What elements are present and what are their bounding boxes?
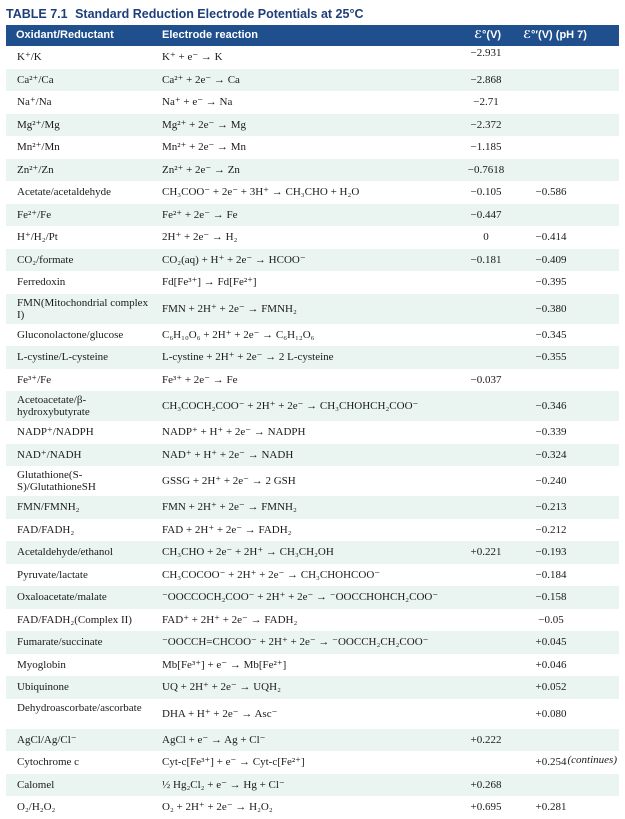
cell-oxidant-reductant: CO₂/formate bbox=[17, 253, 74, 266]
cell-oxidant-reductant: L-cystine/L-cysteine bbox=[17, 351, 109, 363]
cell-e0-ph7: −0.193 bbox=[535, 546, 567, 558]
cell-electrode-reaction: ⁻OOCCOCH₂COO⁻ + 2H⁺ + 2e⁻ → ⁻OOCCHOHCH₂COO⁻ bbox=[162, 591, 439, 603]
cell-oxidant-reductant: FMN(Mitochondrial complex I) bbox=[17, 296, 149, 321]
cell-electrode-reaction: FMN + 2H⁺ + 2e⁻ → FMNH₂ bbox=[162, 501, 297, 513]
cell-electrode-reaction: GSSG + 2H⁺ + 2e⁻ → 2 GSH bbox=[162, 475, 296, 487]
cell-oxidant-reductant: FAD/FADH₂ bbox=[17, 523, 75, 536]
cell-oxidant-reductant: Calomel bbox=[17, 778, 55, 791]
cell-e0: 0 bbox=[483, 231, 489, 243]
table-row bbox=[6, 444, 619, 467]
table-header bbox=[6, 25, 619, 46]
cell-e0: −0.181 bbox=[470, 253, 502, 266]
cell-oxidant-reductant: Ferredoxin bbox=[17, 276, 66, 288]
cell-oxidant-reductant: Cytochrome c bbox=[17, 756, 80, 768]
cell-oxidant-reductant: Acetate/acetaldehyde bbox=[17, 186, 112, 198]
table-row bbox=[6, 136, 619, 159]
table-row bbox=[6, 391, 619, 421]
cell-e0: −2.71 bbox=[473, 96, 499, 108]
cell-e0: −0.105 bbox=[470, 186, 502, 198]
table-row bbox=[6, 796, 619, 819]
cell-electrode-reaction: NADP⁺ + H⁺ + 2e⁻ → NADPH bbox=[162, 426, 306, 438]
cell-e0-ph7: −0.586 bbox=[535, 186, 567, 198]
cell-e0-ph7: −0.05 bbox=[538, 613, 564, 626]
cell-e0-ph7: −0.324 bbox=[535, 448, 567, 461]
cell-e0-ph7: −0.414 bbox=[535, 231, 567, 243]
table-row bbox=[6, 519, 619, 542]
cell-electrode-reaction: Ca²⁺ + 2e⁻ → Ca bbox=[162, 73, 240, 86]
cell-electrode-reaction: DHA + H⁺ + 2e⁻ → Asc⁻ bbox=[162, 707, 278, 720]
cell-oxidant-reductant: NAD⁺/NADH bbox=[17, 448, 82, 461]
table-row bbox=[6, 204, 619, 227]
cell-electrode-reaction: C₆H₁₀O₆ + 2H⁺ + 2e⁻ → C₆H₁₂O₆ bbox=[162, 328, 315, 341]
cell-electrode-reaction: Mn²⁺ + 2e⁻ → Mn bbox=[162, 141, 247, 153]
cell-oxidant-reductant: FAD/FADH₂(Complex II) bbox=[17, 613, 132, 626]
cell-e0: −2.868 bbox=[470, 73, 502, 86]
table-number: TABLE 7.1 bbox=[6, 7, 68, 21]
table-row bbox=[6, 729, 619, 752]
table-row bbox=[6, 69, 619, 92]
cell-electrode-reaction: ½ Hg₂Cl₂ + e⁻ → Hg + Cl⁻ bbox=[162, 778, 285, 791]
continues-note: (continues) bbox=[567, 754, 617, 766]
cell-e0: −0.447 bbox=[470, 208, 502, 221]
cell-electrode-reaction: Cyt-c[Fe³⁺] + e⁻ → Cyt-c[Fe²⁺] bbox=[162, 756, 305, 768]
cell-electrode-reaction: ⁻OOCCH=CHCOO⁻ + 2H⁺ + 2e⁻ → ⁻OOCCH₂CH₂COO⁻ bbox=[162, 636, 429, 648]
cell-oxidant-reductant: Mg²⁺/Mg bbox=[17, 118, 60, 131]
table-row bbox=[6, 346, 619, 369]
header-oxidant-reductant: Oxidant/Reductant bbox=[16, 29, 114, 41]
cell-oxidant-reductant: Ca²⁺/Ca bbox=[17, 73, 54, 86]
table-row bbox=[6, 586, 619, 609]
cell-oxidant-reductant: Pyruvate/lactate bbox=[17, 568, 88, 581]
cell-oxidant-reductant: Acetoacetate/β-hydroxybutyrate bbox=[17, 394, 90, 418]
cell-electrode-reaction: CH₃CHO + 2e⁻ + 2H⁺ → CH₃CH₂OH bbox=[162, 546, 334, 558]
table-row bbox=[6, 46, 619, 69]
cell-electrode-reaction: FAD + 2H⁺ + 2e⁻ → FADH₂ bbox=[162, 523, 292, 536]
cell-oxidant-reductant: H⁺/H₂/Pt bbox=[17, 231, 58, 243]
table-row bbox=[6, 114, 619, 137]
table-body bbox=[6, 46, 619, 819]
cell-e0: +0.221 bbox=[470, 546, 502, 558]
table-row bbox=[6, 751, 619, 774]
header-e0-ph7: ℰ°′(V) (pH 7) bbox=[523, 29, 587, 41]
cell-oxidant-reductant: K⁺/K bbox=[17, 51, 42, 63]
table-row bbox=[6, 631, 619, 654]
cell-oxidant-reductant: O₂/H₂O₂ bbox=[17, 801, 56, 813]
cell-electrode-reaction: FAD⁺ + 2H⁺ + 2e⁻ → FADH₂ bbox=[162, 613, 298, 626]
table-title-text: Standard Reduction Electrode Potentials at 25°C bbox=[75, 7, 364, 21]
cell-oxidant-reductant: Fe³⁺/Fe bbox=[17, 373, 52, 386]
cell-oxidant-reductant: Na⁺/Na bbox=[17, 96, 52, 108]
cell-electrode-reaction: Mg²⁺ + 2e⁻ → Mg bbox=[162, 118, 247, 131]
cell-e0-ph7: +0.254 bbox=[535, 756, 567, 768]
table-row bbox=[6, 324, 619, 347]
table-row bbox=[6, 271, 619, 294]
cell-oxidant-reductant: Dehydroascorbate/ascorbate bbox=[17, 701, 142, 714]
cell-electrode-reaction: CH₃COCOO⁻ + 2H⁺ + 2e⁻ → CH₃CHOHCOO⁻ bbox=[162, 568, 381, 581]
table-row bbox=[6, 541, 619, 564]
cell-electrode-reaction: FMN + 2H⁺ + 2e⁻ → FMNH₂ bbox=[162, 302, 297, 315]
cell-electrode-reaction: Na⁺ + e⁻ → Na bbox=[162, 96, 233, 108]
cell-electrode-reaction: 2H⁺ + 2e⁻ → H₂ bbox=[162, 231, 238, 243]
cell-e0-ph7: −0.346 bbox=[535, 400, 567, 412]
cell-e0-ph7: −0.395 bbox=[535, 276, 567, 288]
cell-electrode-reaction: Fe²⁺ + 2e⁻ → Fe bbox=[162, 208, 238, 221]
cell-oxidant-reductant: Glutathione(S-S)/GlutathioneSH bbox=[17, 469, 96, 493]
cell-oxidant-reductant: Myoglobin bbox=[17, 658, 66, 671]
cell-e0-ph7: −0.355 bbox=[535, 351, 567, 363]
cell-oxidant-reductant: FMN/FMNH₂ bbox=[17, 501, 80, 513]
table-row bbox=[6, 294, 619, 324]
table-row bbox=[6, 369, 619, 392]
table-title bbox=[6, 4, 363, 24]
cell-oxidant-reductant: Mn²⁺/Mn bbox=[17, 141, 60, 153]
cell-electrode-reaction: L-cystine + 2H⁺ + 2e⁻ → 2 L-cysteine bbox=[162, 351, 334, 363]
cell-electrode-reaction: UQ + 2H⁺ + 2e⁻ → UQH₂ bbox=[162, 681, 281, 693]
cell-oxidant-reductant: Acetaldehyde/ethanol bbox=[17, 546, 113, 558]
table-row bbox=[6, 699, 619, 729]
cell-electrode-reaction: CO₂(aq) + H⁺ + 2e⁻ → HCOO⁻ bbox=[162, 253, 306, 266]
cell-electrode-reaction: CH₃COO⁻ + 2e⁻ + 3H⁺ → CH₃CHO + H₂O bbox=[162, 186, 360, 198]
cell-oxidant-reductant: AgCl/Ag/Cl⁻ bbox=[17, 733, 77, 746]
cell-oxidant-reductant: Zn²⁺/Zn bbox=[17, 163, 54, 176]
cell-e0: +0.695 bbox=[470, 801, 502, 813]
cell-oxidant-reductant: Gluconolactone/glucose bbox=[17, 328, 124, 341]
table-row bbox=[6, 159, 619, 182]
cell-electrode-reaction: NAD⁺ + H⁺ + 2e⁻ → NADH bbox=[162, 448, 294, 461]
table-row bbox=[6, 181, 619, 204]
cell-e0-ph7: +0.052 bbox=[535, 681, 567, 693]
cell-electrode-reaction: Fe³⁺ + 2e⁻ → Fe bbox=[162, 373, 238, 386]
cell-electrode-reaction: CH₃COCH₂COO⁻ + 2H⁺ + 2e⁻ → CH₃CHOHCH₂COO⁻ bbox=[162, 400, 419, 412]
cell-e0-ph7: −0.240 bbox=[535, 475, 567, 487]
table-row bbox=[6, 466, 619, 496]
table-row bbox=[6, 421, 619, 444]
cell-electrode-reaction: Fd[Fe³⁺] → Fd[Fe²⁺] bbox=[162, 276, 257, 288]
cell-e0-ph7: +0.045 bbox=[535, 636, 567, 648]
table-row bbox=[6, 676, 619, 699]
cell-electrode-reaction: Mb[Fe³⁺] + e⁻ → Mb[Fe²⁺] bbox=[162, 658, 287, 671]
cell-electrode-reaction: Zn²⁺ + 2e⁻ → Zn bbox=[162, 163, 240, 176]
table-row bbox=[6, 654, 619, 677]
cell-e0-ph7: +0.281 bbox=[535, 801, 567, 813]
cell-e0: −1.185 bbox=[470, 141, 502, 153]
cell-e0-ph7: −0.380 bbox=[535, 302, 567, 315]
cell-e0: −2.931 bbox=[470, 47, 502, 59]
table-row bbox=[6, 564, 619, 587]
cell-e0: −2.372 bbox=[470, 118, 502, 131]
cell-e0-ph7: −0.184 bbox=[535, 568, 567, 581]
cell-electrode-reaction: K⁺ + e⁻ → K bbox=[162, 51, 223, 63]
cell-e0-ph7: −0.409 bbox=[535, 253, 567, 266]
table-row bbox=[6, 249, 619, 272]
cell-e0-ph7: +0.046 bbox=[535, 658, 567, 671]
header-electrode-reaction: Electrode reaction bbox=[162, 29, 258, 41]
cell-e0-ph7: −0.339 bbox=[535, 426, 567, 438]
cell-oxidant-reductant: Oxaloacetate/malate bbox=[17, 591, 107, 603]
cell-oxidant-reductant: NADP⁺/NADPH bbox=[17, 426, 94, 438]
cell-e0-ph7: +0.080 bbox=[535, 707, 567, 720]
table-row bbox=[6, 226, 619, 249]
cell-e0-ph7: −0.213 bbox=[535, 501, 567, 513]
cell-electrode-reaction: AgCl + e⁻ → Ag + Cl⁻ bbox=[162, 733, 266, 746]
cell-e0: +0.222 bbox=[470, 733, 502, 746]
cell-e0: −0.037 bbox=[470, 373, 502, 386]
cell-e0: −0.7618 bbox=[467, 163, 505, 176]
header-e0: ℰ°(V) bbox=[474, 29, 502, 41]
cell-e0-ph7: −0.212 bbox=[535, 523, 567, 536]
table-row bbox=[6, 91, 619, 114]
cell-e0-ph7: −0.158 bbox=[535, 591, 567, 603]
cell-oxidant-reductant: Ubiquinone bbox=[17, 681, 69, 693]
table-row bbox=[6, 609, 619, 632]
cell-e0-ph7: −0.345 bbox=[535, 328, 567, 341]
cell-oxidant-reductant: Fe²⁺/Fe bbox=[17, 208, 52, 221]
cell-electrode-reaction: O₂ + 2H⁺ + 2e⁻ → H₂O₂ bbox=[162, 801, 273, 813]
table-row bbox=[6, 496, 619, 519]
cell-e0: +0.268 bbox=[470, 778, 502, 791]
cell-oxidant-reductant: Fumarate/succinate bbox=[17, 636, 103, 648]
